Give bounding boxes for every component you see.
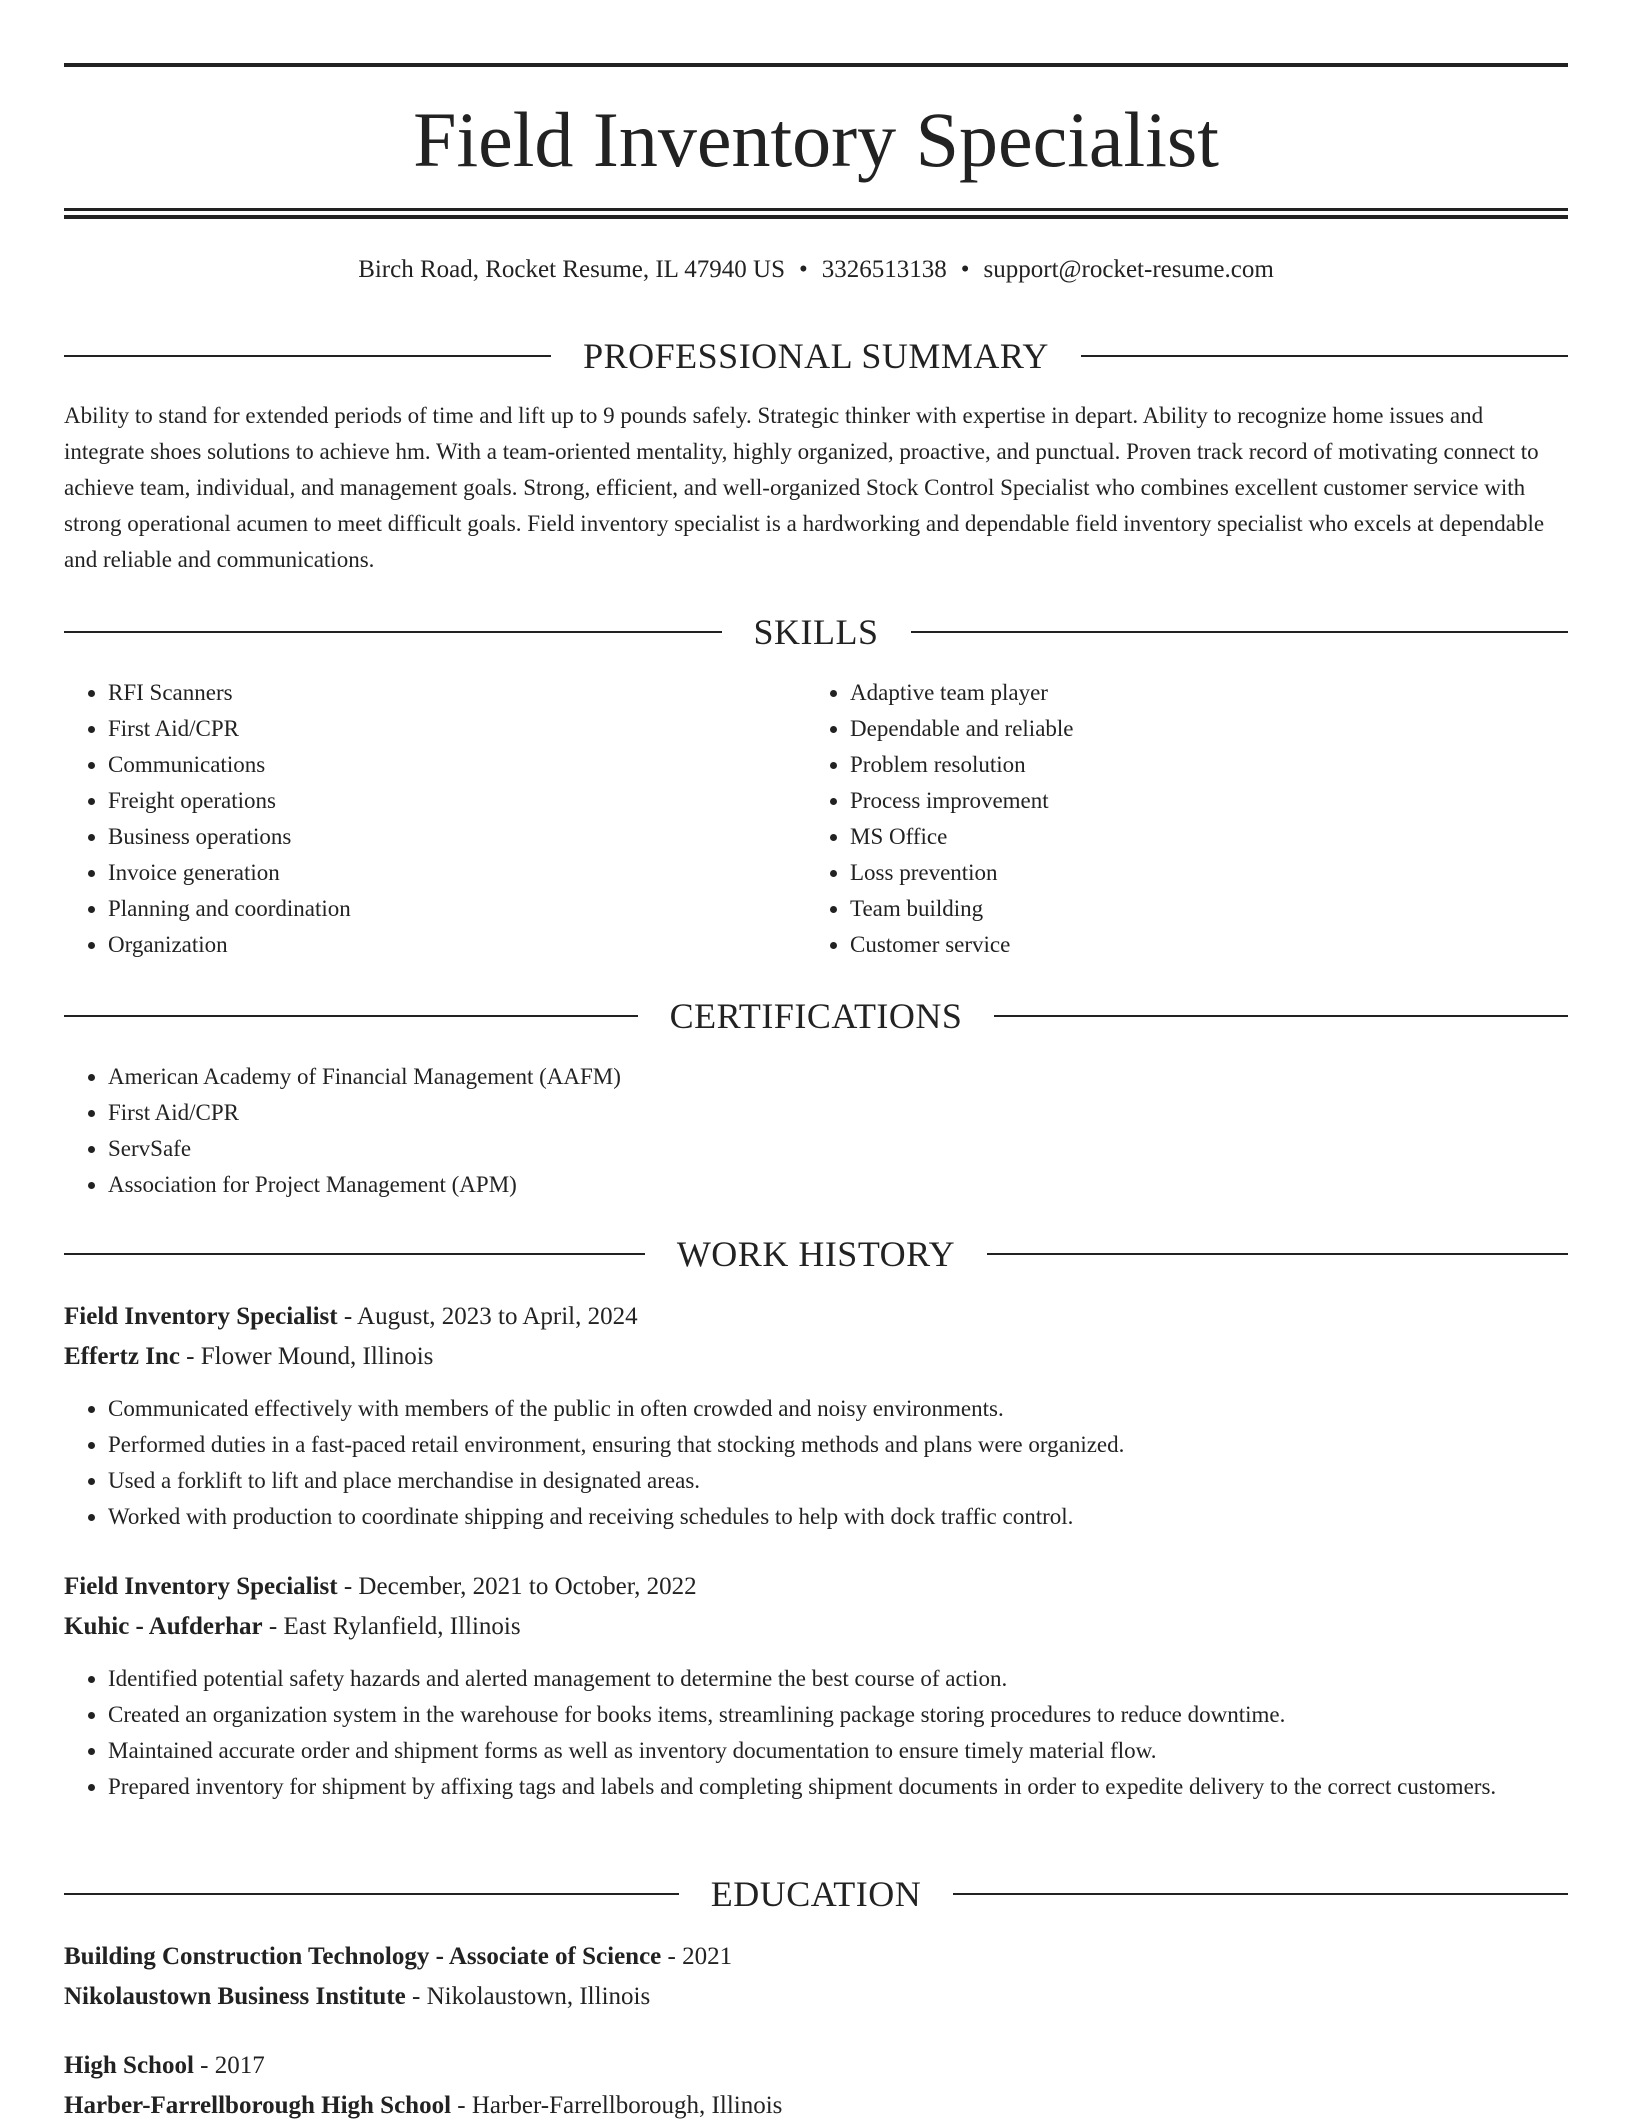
divider-line	[994, 1015, 1568, 1017]
skill-item: • Process improvement	[850, 783, 1550, 819]
job-bullet: • Created an organization system in the warehouse for books items, streamlining package storing procedures to reduce downtime.	[108, 1697, 1568, 1733]
header-top-rule	[64, 63, 1568, 67]
skill-item: • First Aid/CPR	[108, 711, 808, 747]
contact-separator: •	[960, 256, 970, 283]
education-location: - Harber-Farrellborough, Illinois	[451, 2092, 783, 2119]
skills-section-heading	[64, 610, 1568, 654]
certifications-list	[64, 1059, 1568, 1203]
resume-title: Field Inventory Specialist	[413, 96, 1219, 183]
job-dates: - August, 2023 to April, 2024	[337, 1303, 638, 1330]
job-title-line	[64, 1297, 1568, 1337]
skill-item: • Customer service	[850, 927, 1550, 963]
summary-section-heading	[64, 334, 1568, 378]
summary-text: Ability to stand for extended periods of time and lift up to 9 pounds safely. Strategic thinker with expertise in depart. Ability to recognize home issues and integrate shoes solutions to achieve hm. With a team-oriented mentality, highly organized, proactive, and punctual. Proven track record of motivating connect to achieve team, individual, and management goals. Strong, efficient, and well-organized Stock Control Specialist who combines excellent customer service with strong operational acumen to meet difficult goals. Field inventory specialist is a hardworking and dependable field inventory specialist who excels at dependable and reliable and communications.	[64, 403, 1545, 572]
divider-line	[953, 1893, 1568, 1895]
job-company: Effertz Inc	[64, 1343, 180, 1370]
education-degree-line	[64, 1937, 1568, 1977]
education-year: - 2021	[661, 1943, 733, 1970]
job-bullet: • Worked with production to coordinate shipping and receiving schedules to help with dock traffic control.	[108, 1499, 1568, 1535]
divider-line	[64, 1253, 645, 1255]
divider-line	[1081, 355, 1568, 357]
section-title: SKILLS	[753, 612, 879, 652]
divider-line	[911, 631, 1569, 633]
job-dates: - December, 2021 to October, 2022	[337, 1573, 697, 1600]
skill-item: • Communications	[108, 747, 808, 783]
education-degree: Building Construction Technology - Associate of Science	[64, 1943, 662, 1970]
contact-line	[64, 252, 1568, 288]
skills-list-right	[806, 675, 1550, 963]
job-company-line	[64, 1337, 1568, 1377]
education-school: Nikolaustown Business Institute	[64, 1983, 406, 2010]
job-company-line	[64, 1607, 1568, 1647]
contact-email: support@rocket-resume.com	[983, 256, 1274, 283]
education-school: Harber-Farrellborough High School	[64, 2092, 452, 2119]
job-location: - East Rylanfield, Illinois	[262, 1613, 521, 1640]
skill-item: • Team building	[850, 891, 1550, 927]
job-title: Field Inventory Specialist	[64, 1573, 338, 1600]
skill-item: • Dependable and reliable	[850, 711, 1550, 747]
job-title: Field Inventory Specialist	[64, 1303, 338, 1330]
job-title-line	[64, 1567, 1568, 1607]
job-bullet: • Identified potential safety hazards and alerted management to determine the best course of action.	[108, 1661, 1568, 1697]
certification-item: • ServSafe	[108, 1131, 1568, 1167]
education-degree-line	[64, 2046, 1568, 2086]
section-title: EDUCATION	[710, 1874, 922, 1914]
contact-separator: •	[798, 256, 808, 283]
education-school-line	[64, 2086, 1568, 2126]
header-rule-lower	[64, 215, 1568, 219]
certifications-section-heading	[64, 994, 1568, 1038]
skill-item: • Organization	[108, 927, 808, 963]
education-school-line	[64, 1977, 1568, 2017]
divider-line	[987, 1253, 1568, 1255]
divider-line	[64, 631, 722, 633]
skill-item: • Problem resolution	[850, 747, 1550, 783]
job-bullet: • Used a forklift to lift and place merchandise in designated areas.	[108, 1463, 1568, 1499]
skill-item: • Freight operations	[108, 783, 808, 819]
work-history-section-heading	[64, 1232, 1568, 1276]
skill-item: • MS Office	[850, 819, 1550, 855]
skill-item: • Adaptive team player	[850, 675, 1550, 711]
education-degree: High School	[64, 2052, 194, 2079]
job-bullet: • Communicated effectively with members of the public in often crowded and noisy environments.	[108, 1391, 1568, 1427]
job-bullet: • Maintained accurate order and shipment forms as well as inventory documentation to ensure timely material flow.	[108, 1733, 1568, 1769]
job-company: Kuhic - Aufderhar	[64, 1613, 263, 1640]
skill-item: • Loss prevention	[850, 855, 1550, 891]
divider-line	[64, 355, 551, 357]
education-section-heading	[64, 1872, 1568, 1916]
divider-line	[64, 1015, 638, 1017]
education-year: - 2017	[193, 2052, 265, 2079]
skill-item: • RFI Scanners	[108, 675, 808, 711]
header-rule-upper	[64, 208, 1568, 211]
certification-item: • Association for Project Management (APM)	[108, 1167, 1568, 1203]
section-title: PROFESSIONAL SUMMARY	[583, 336, 1049, 376]
skill-item: • Planning and coordination	[108, 891, 808, 927]
section-title: WORK HISTORY	[676, 1234, 956, 1274]
job-bullet: • Performed duties in a fast-paced retail environment, ensuring that stocking methods and plans were organized.	[108, 1427, 1568, 1463]
skill-item: • Invoice generation	[108, 855, 808, 891]
job-bullets	[64, 1661, 1568, 1805]
skills-list-left	[64, 675, 808, 963]
job-location: - Flower Mound, Illinois	[179, 1343, 434, 1370]
job-bullet: • Prepared inventory for shipment by affixing tags and labels and completing shipment documents in order to expedite delivery to the correct customers.	[108, 1769, 1568, 1805]
job-bullets	[64, 1391, 1568, 1535]
certification-item: • American Academy of Financial Management (AAFM)	[108, 1059, 1568, 1095]
divider-line	[64, 1893, 679, 1895]
skill-item: • Business operations	[108, 819, 808, 855]
section-title: CERTIFICATIONS	[669, 996, 963, 1036]
contact-address: Birch Road, Rocket Resume, IL 47940 US	[358, 256, 785, 283]
certification-item: • First Aid/CPR	[108, 1095, 1568, 1131]
contact-phone: 3326513138	[821, 256, 947, 283]
education-location: - Nikolaustown, Illinois	[405, 1983, 651, 2010]
